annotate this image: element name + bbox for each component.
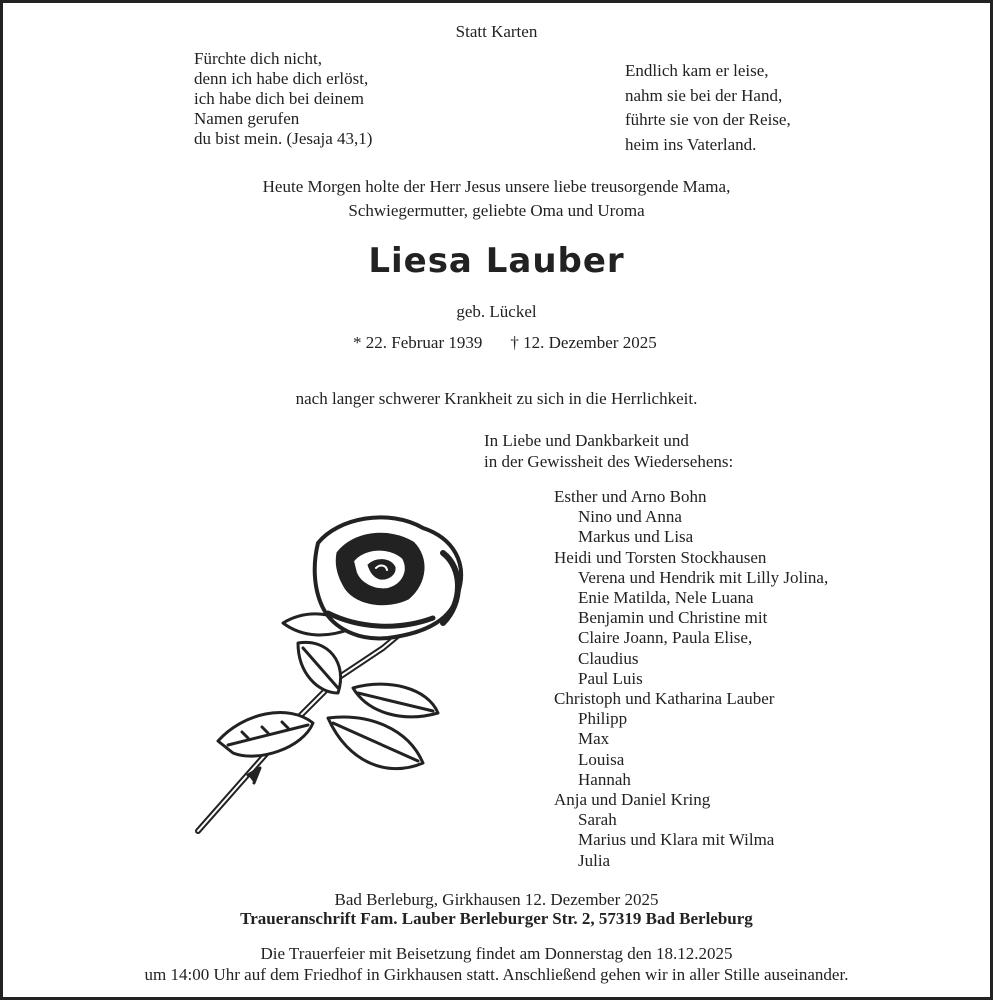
verse-line: heim ins Vaterland.	[625, 134, 757, 154]
mourning-address: Traueranschrift Fam. Lauber Berleburger Str. 2, 57319 Bad Berleburg	[240, 909, 753, 928]
mourner-member: Markus und Lisa	[578, 527, 694, 547]
mourner-family: Esther und Arno Bohn	[554, 487, 707, 506]
mourner-member: Hannah	[578, 769, 631, 789]
closing-text: nach langer schwerer Krankheit zu sich in die Herrlichkeit.	[295, 389, 698, 408]
life-dates	[353, 333, 657, 353]
gratitude-line: In Liebe und Dankbarkeit und	[484, 431, 689, 450]
mourner-member: Benjamin und Christine mit	[578, 608, 768, 628]
verse-line: nahm sie bei der Hand,	[625, 85, 783, 105]
mourner-member: Sarah	[578, 810, 617, 830]
deceased-name: Liesa Lauber	[368, 241, 625, 281]
mourner-member: Max	[578, 729, 610, 749]
service-line: Die Trauerfeier mit Beisetzung findet am Donnerstag den 18.12.2025	[260, 944, 733, 963]
mourner-family: Anja und Daniel Kring	[554, 790, 711, 810]
mourner-family: Heidi und Torsten Stockhausen	[554, 547, 767, 567]
mourner-member: Marius und Klara mit Wilma	[578, 830, 775, 850]
place-date: Bad Berleburg, Girkhausen 12. Dezember 2025	[334, 890, 659, 909]
verse-line: Fürchte dich nicht,	[194, 49, 322, 68]
gratitude-text	[484, 430, 733, 472]
verse-line: ich habe dich bei deinem	[194, 89, 364, 108]
verse-line: denn ich habe dich erlöst,	[194, 69, 369, 88]
verse-line: du bist mein. (Jesaja 43,1)	[194, 129, 373, 148]
mourner-family: Christoph und Katharina Lauber	[554, 689, 775, 709]
birth-date: * 22. Februar 1939	[353, 333, 483, 352]
death-date: † 12. Dezember 2025	[510, 333, 657, 352]
obituary-notice	[3, 3, 990, 997]
mourner-member: Paul Luis	[578, 668, 643, 688]
mourner-member: Enie Matilda, Nele Luana	[578, 588, 754, 608]
mourner-member: Julia	[578, 850, 611, 870]
bible-verse-left	[194, 49, 372, 149]
verse-line: führte sie von der Reise,	[625, 110, 791, 129]
header-statt-karten: Statt Karten	[455, 22, 538, 41]
mourner-member: Verena und Hendrik mit Lilly Jolina,	[578, 567, 829, 587]
maiden-name: geb. Lückel	[456, 302, 537, 321]
mourner-member: Claudius	[578, 648, 639, 668]
gratitude-line: in der Gewissheit des Wiedersehens:	[484, 452, 734, 471]
rose-icon	[188, 513, 508, 838]
service-line: um 14:00 Uhr auf dem Friedhof in Girkhausen statt. Anschließend gehen wir in aller Stille auseinander.	[144, 965, 849, 984]
mourner-member: Philipp	[578, 709, 628, 729]
mourners-list	[554, 487, 828, 871]
verse-line: Endlich kam er leise,	[625, 61, 769, 80]
mourner-member: Claire Joann, Paula Elise,	[578, 628, 753, 648]
intro-line: Schwiegermutter, geliebte Oma und Uroma	[348, 201, 645, 220]
mourner-member: Louisa	[578, 749, 625, 769]
verse-line: Namen gerufen	[194, 109, 300, 128]
poem-verse-right	[625, 59, 791, 157]
funeral-service-info	[3, 943, 990, 985]
intro-text	[3, 175, 990, 223]
mourner-member: Nino und Anna	[578, 507, 682, 527]
intro-line: Heute Morgen holte der Herr Jesus unsere liebe treusorgende Mama,	[262, 177, 731, 196]
